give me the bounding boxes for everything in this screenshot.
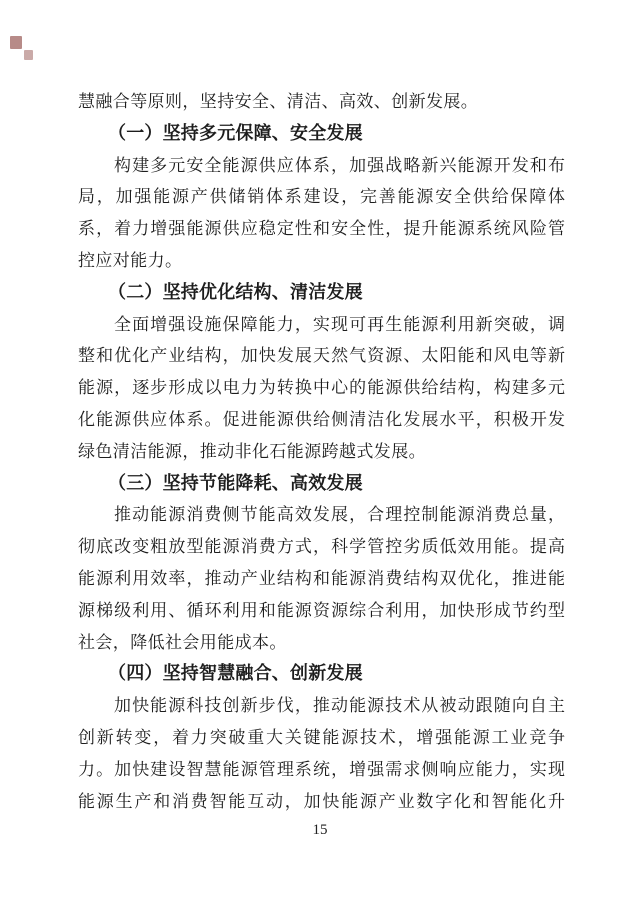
text-line: 慧融合等原则，坚持安全、清洁、高效、创新发展。	[78, 92, 479, 111]
text-line: 绿色清洁能源，推动非化石能源跨越式发展。	[78, 441, 426, 461]
text-line: 全面增强设施保障能力，实现可再生能源利用新突破，调	[114, 314, 565, 334]
text-line: 能源生产和消费智能互动，加快能源产业数字化和智能化升	[78, 791, 565, 811]
section-heading: （四）坚持智慧融合、创新发展	[108, 663, 363, 684]
text-line: 彻底改变粗放型能源消费方式，科学管控劣质低效用能。提高	[78, 537, 565, 557]
text-line: 化能源供应体系。促进能源供给侧清洁化发展水平，积极开发	[78, 409, 565, 429]
red-corner-mark	[10, 36, 22, 49]
section-heading: （三）坚持节能降耗、高效发展	[108, 472, 363, 493]
text-line: 加快能源科技创新步伐，推动能源技术从被动跟随向自主	[114, 696, 565, 716]
section-heading: （二）坚持优化结构、清洁发展	[108, 281, 363, 302]
red-corner-mark	[24, 50, 33, 60]
text-line: 力。加快建设智慧能源管理系统，增强需求侧响应能力，实现	[78, 759, 565, 779]
text-line: 能源，逐步形成以电力为转换中心的能源供给结构，构建多元	[78, 378, 565, 398]
text-line: 社会，降低社会用能成本。	[78, 632, 287, 652]
text-line: 推动能源消费侧节能高效发展，合理控制能源消费总量，	[114, 505, 565, 525]
text-line: 能源利用效率，推动产业结构和能源消费结构双优化，推进能	[78, 568, 565, 588]
text-line: 源梯级利用、循环利用和能源资源综合利用，加快形成节约型	[78, 600, 565, 620]
text-line: 构建多元安全能源供应体系，加强战略新兴能源开发和布	[114, 155, 565, 175]
text-line: 控应对能力。	[78, 250, 183, 270]
text-line: 系，着力增强能源供应稳定性和安全性，提升能源系统风险管	[78, 219, 565, 239]
section-heading: （一）坚持多元保障、安全发展	[108, 122, 363, 143]
text-line: 局，加强能源产供储销体系建设，完善能源安全供给保障体	[78, 187, 565, 207]
page-number: 15	[312, 822, 328, 838]
document-body	[78, 86, 565, 817]
text-line: 整和优化产业结构，加快发展天然气资源、太阳能和风电等新	[78, 346, 565, 366]
text-line: 创新转变，着力突破重大关键能源技术，增强能源工业竞争	[78, 727, 565, 747]
